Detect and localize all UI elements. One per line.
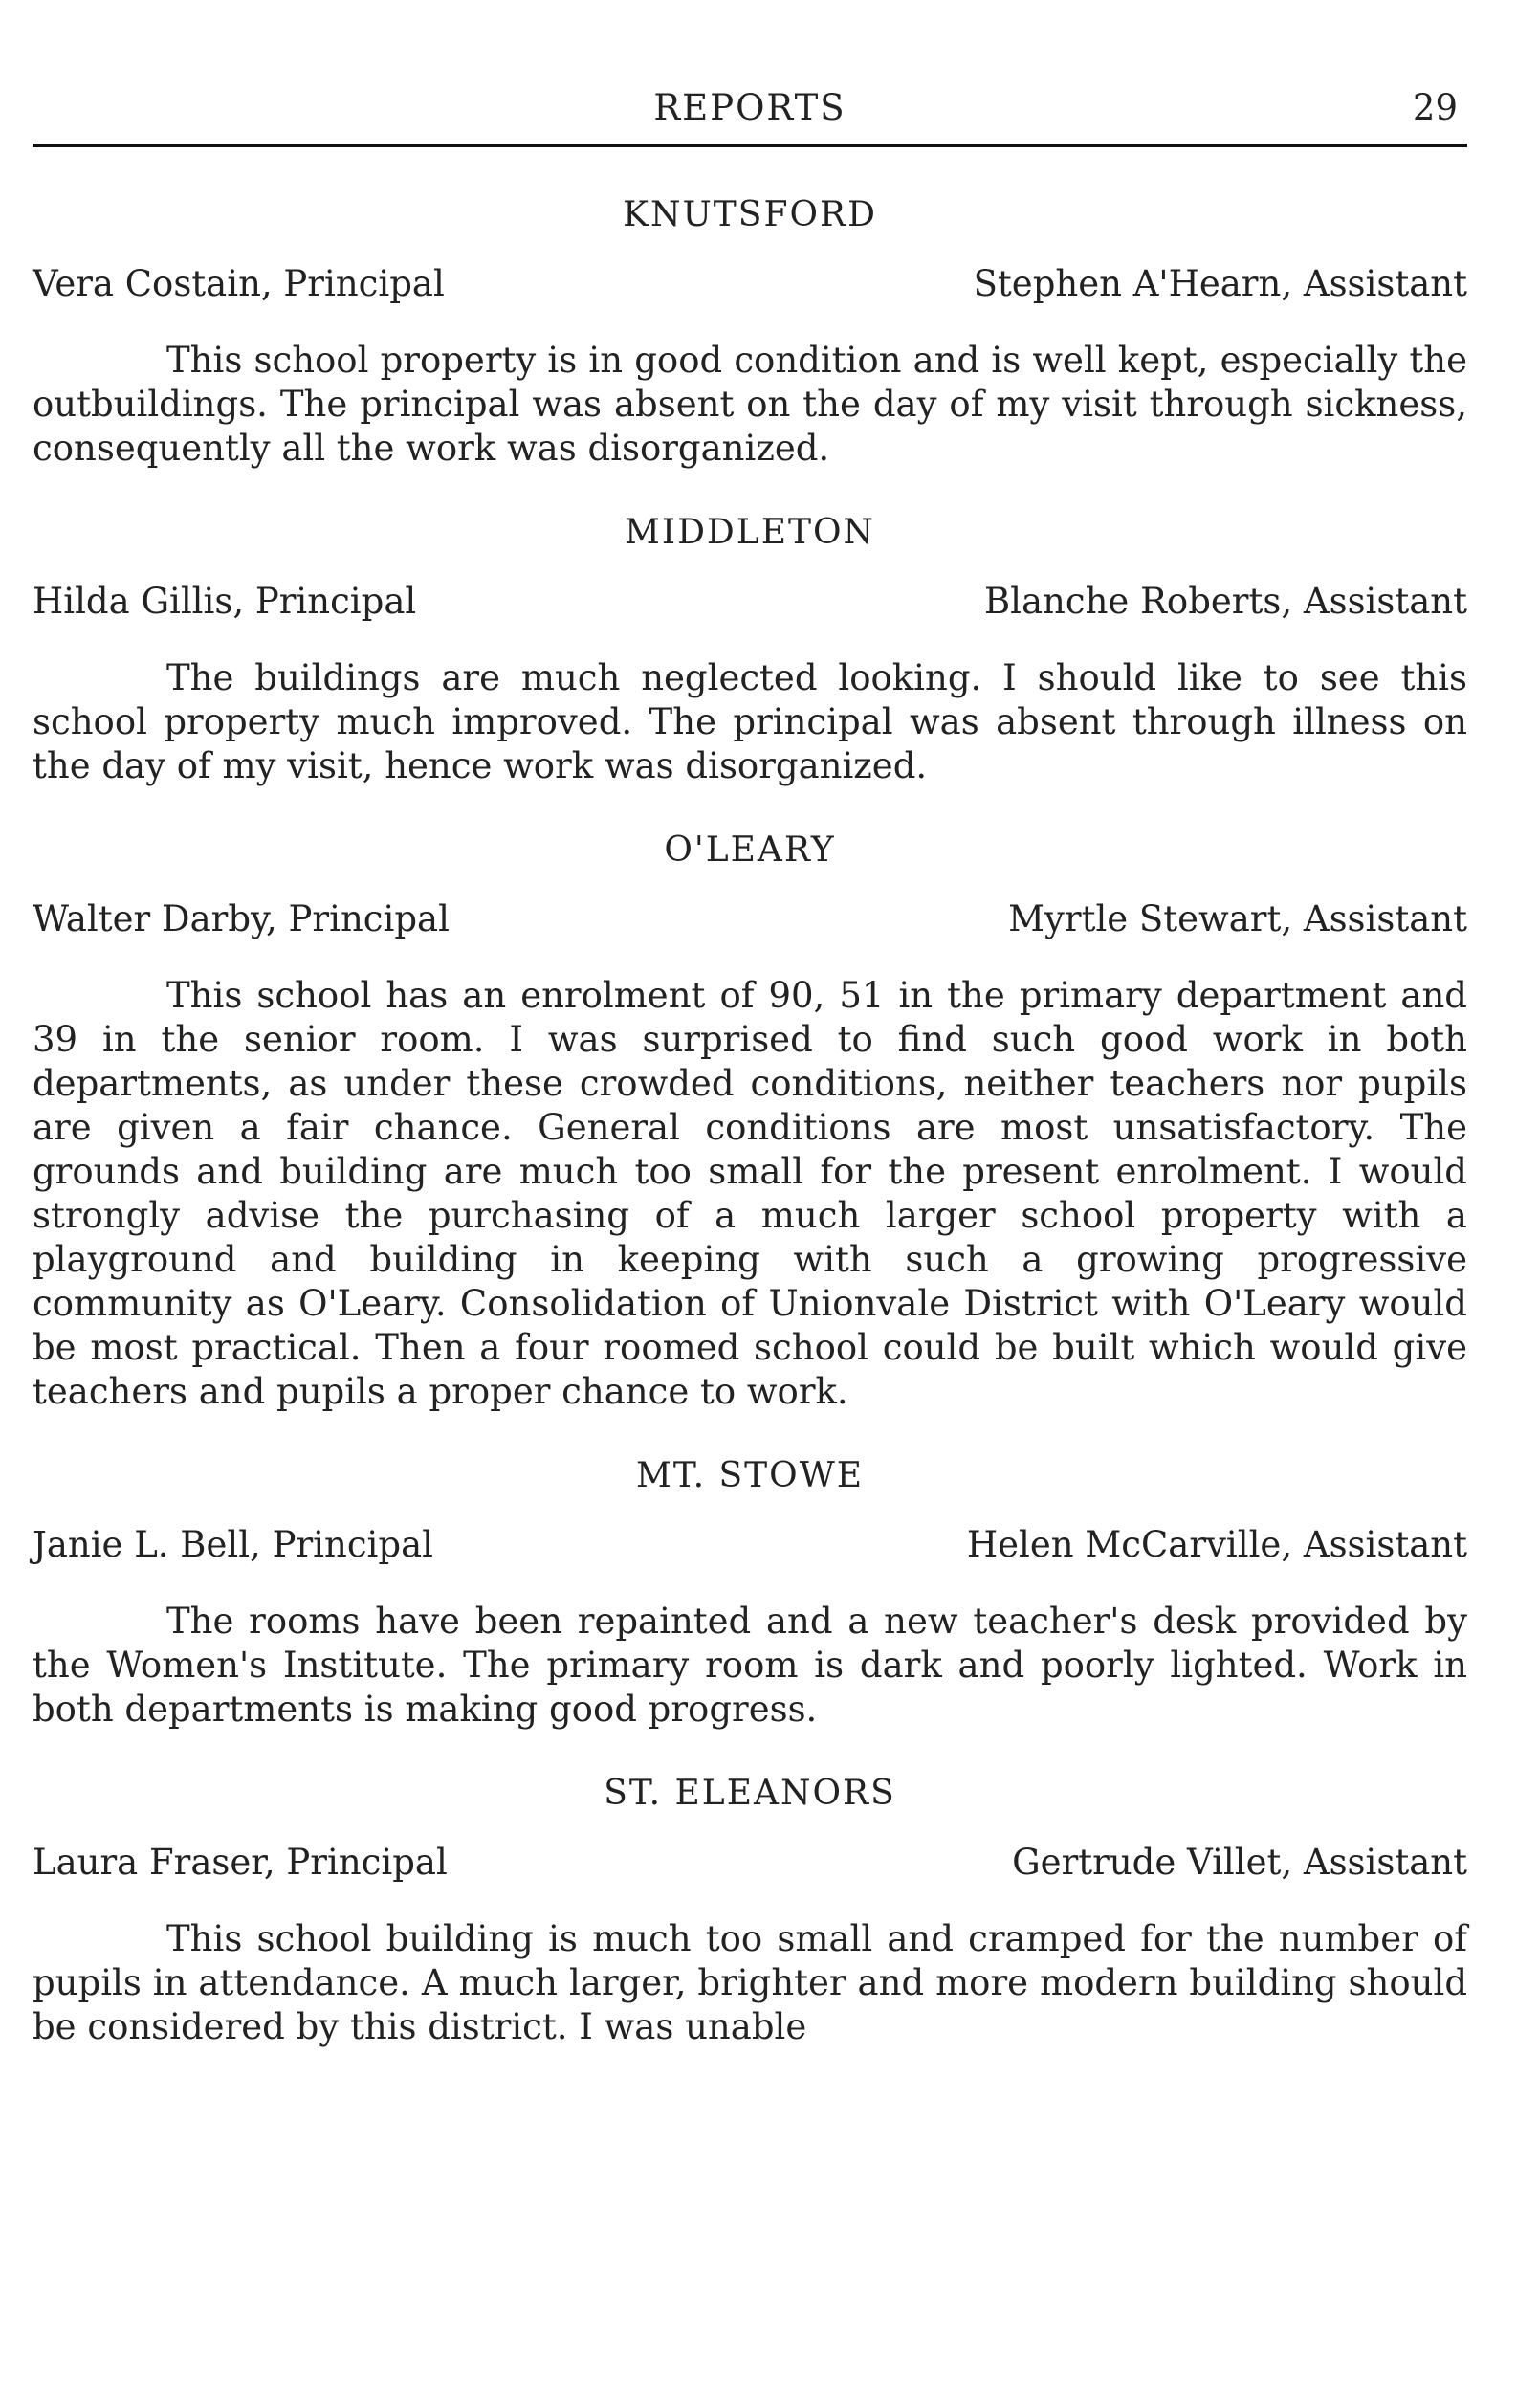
assistant-name: Blanche Roberts, Assistant [983, 581, 1467, 622]
school-report: This school has an enrolment of 90, 51 in the primary department and 39 in the senior room. I was surprised to find such good work in both departments, as under these crowded conditions, neither teachers nor pupils are given a fair chance. General conditions are most unsatisfactory. The grounds and building are much too small for the present enrolment. I would strongly advise the purchasing of a much larger school property with a playground and building in keeping with such a growing progressive community as O'Leary. Consolidation of Unionvale District with O'Leary would be most practical. Then a four roomed school could be built which would give teachers and pupils a proper chance to work. [33, 975, 1467, 1412]
school-report: This school property is in good condition and is well kept, especially the outbuildings. The principal was absent on the day of my visit through sickness, consequently all the work was disorganized. [33, 340, 1467, 469]
staff-row [33, 1839, 1467, 1887]
report-body [33, 191, 1467, 2088]
school-name: O'LEARY [664, 830, 836, 870]
school-name: MIDDLETON [624, 513, 876, 552]
principal-name: Laura Fraser, Principal [33, 1842, 448, 1883]
principal-name: Vera Costain, Principal [33, 263, 445, 304]
running-title: REPORTS [653, 87, 846, 128]
staff-row [33, 260, 1467, 308]
principal-name: Janie L. Bell, Principal [33, 1524, 433, 1565]
school-name: MT. STOWE [636, 1456, 864, 1495]
assistant-name: Stephen A'Hearn, Assistant [973, 263, 1467, 304]
school-mt-stowe [33, 1452, 1467, 1732]
page-number: 29 [1412, 87, 1458, 128]
running-header [33, 84, 1467, 132]
document-page [33, 0, 1467, 2408]
assistant-name: Helen McCarville, Assistant [966, 1524, 1467, 1565]
assistant-name: Myrtle Stewart, Assistant [1008, 898, 1467, 939]
school-knutsford [33, 191, 1467, 471]
school-st-eleanors [33, 1770, 1467, 2049]
school-report: The rooms have been repainted and a new teacher's desk provided by the Women's Institute. The primary room is dark and poorly lighted. Work in both departments is making good progress. [33, 1601, 1467, 1730]
principal-name: Hilda Gillis, Principal [33, 581, 417, 622]
school-oleary [33, 827, 1467, 1414]
school-report: This school building is much too small and cramped for the number of pupils in attendance. A much larger, brighter and more modern building should be considered by this district. I was unable [33, 1918, 1467, 2047]
assistant-name: Gertrude Villet, Assistant [1012, 1842, 1467, 1883]
school-name: KNUTSFORD [623, 195, 877, 234]
staff-row [33, 1521, 1467, 1569]
school-name: ST. ELEANORS [604, 1774, 896, 1813]
principal-name: Walter Darby, Principal [33, 898, 450, 939]
staff-row [33, 895, 1467, 943]
staff-row [33, 578, 1467, 626]
header-rule [33, 144, 1467, 147]
school-report: The buildings are much neglected looking. I should like to see this school property much improved. The principal was absent through illness on the day of my visit, hence work was disorganized. [33, 657, 1467, 786]
school-middleton [33, 509, 1467, 788]
